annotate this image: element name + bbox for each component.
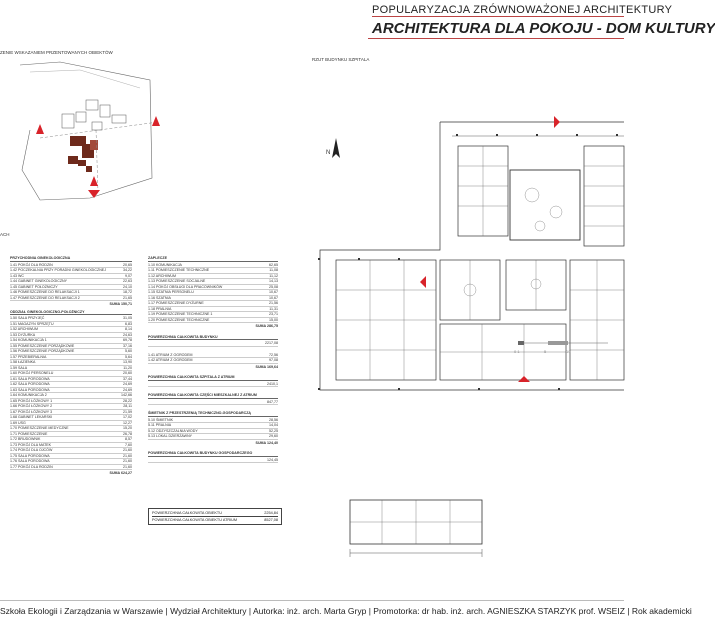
room-name: 1.61 SALA PORODOWA: [10, 376, 50, 381]
room-area: 5,60: [125, 349, 132, 353]
room-area: 24,63: [123, 332, 132, 337]
room-area: 25,08: [269, 284, 278, 289]
room-name: 1.75 SALA PORODOWA: [10, 453, 50, 458]
room-name: 1.60 POKÓJ PERSONELU: [10, 371, 54, 375]
room-name: 1.57 PRZEBIERALNIA: [10, 354, 47, 359]
room-name: 1.10 KOMUNIKACJA: [148, 262, 182, 267]
table-row: [148, 358, 278, 364]
site-plan-drawing: [0, 60, 170, 210]
header-rule-bottom: [368, 38, 624, 39]
room-area: 26,78: [123, 431, 132, 436]
room-name: 1.70 POMIESZCZENIE MEDYCZNE: [10, 426, 69, 430]
room-area: 21,60: [123, 448, 132, 452]
room-name: 1.15 SZATNIA PERSONELU: [148, 290, 194, 294]
table-row: [148, 382, 278, 388]
right-table-section: [148, 375, 278, 387]
room-name: 1.68 GABINET LEKARSKI: [10, 415, 53, 419]
section-title: POWIERZCHNIA CAŁKOWITA SZPITALA Z ATRIUM: [148, 375, 278, 381]
room-area: 37,16: [123, 343, 132, 348]
left-table-section1-title: PRZYCHODNIA GINEKOLOGICZNA: [10, 256, 132, 262]
room-name: 1.42 POCZEKALNIA PRZY PORADNI GINEKOLOGICZNEJ: [10, 268, 106, 272]
room-name: 1.18 PRALNIA: [148, 306, 172, 311]
total-row-2: [152, 517, 278, 523]
room-name: 1.51 MAGAZYN SPRZĘTU: [10, 321, 54, 326]
room-name: 1.13 POMIESZCZENIE SOCJALNE: [148, 279, 206, 283]
room-name: 1.46 POMIESZCZENIE DO RELAKSACJI 1: [10, 290, 80, 294]
table-row: [148, 341, 278, 347]
room-area: 24,69: [123, 382, 132, 386]
room-area: 29,60: [269, 434, 278, 438]
section-sum: SUMA 169,64: [255, 364, 278, 369]
table-row: [148, 318, 278, 324]
section-title: POWIERZCHNIA CAŁKOWITA BUDYNKU GOSPODARCZEGO: [148, 451, 278, 457]
room-area: 14,04: [269, 423, 278, 427]
left-cut-label: ACH: [0, 232, 10, 237]
room-area: 21,60: [123, 453, 132, 458]
totals-box: [148, 508, 282, 525]
room-area: 62,65: [269, 262, 278, 267]
room-area: 21,65: [123, 295, 132, 300]
right-table-section: [148, 411, 278, 445]
room-name: 1.62 SALA PORODOWA: [10, 382, 50, 386]
room-name: 1.44 GABINET GINEKOLOGICZNY: [10, 279, 68, 283]
left-table-section2-sum: SUMA 624,27: [109, 471, 132, 475]
table-row: [148, 434, 278, 440]
right-table-section: [148, 256, 278, 329]
header-title-line2: ARCHITEKTURA DLA POKOJU - DOM KULTURY: [372, 20, 715, 37]
left-table-section1-rows: [10, 263, 132, 302]
scale-tick-5: 5: [544, 349, 547, 354]
right-table-section: [148, 393, 278, 405]
room-area: 11,12: [269, 273, 278, 278]
table-row: [148, 400, 278, 406]
room-area: 11,31: [269, 306, 278, 311]
room-area: 142,66: [121, 393, 132, 397]
room-name: 1.65 POKÓJ ŁÓŻKOWY 1: [10, 398, 53, 403]
floor-plan-drawing: [300, 100, 624, 400]
room-area: 8,14: [125, 327, 132, 331]
room-name: 1.54 KOMUNIKACJA 1: [10, 338, 47, 342]
room-area: 5,64: [125, 354, 132, 359]
room-area: 7,60: [125, 442, 132, 447]
room-name: 1.58 ŁAZIENKA: [10, 360, 36, 364]
room-area: 124,45: [267, 457, 278, 462]
table-row: [10, 465, 132, 471]
table-row: [148, 458, 278, 464]
room-name: 1.41 ATRIUM Z OGRODEM: [148, 352, 193, 357]
room-name: 5.13 LOKAL DZIERŻAWNY: [148, 434, 193, 438]
room-area: 21,59: [123, 409, 132, 414]
room-name: 1.20 POMIESZCZENIE TECHNICZNE: [148, 317, 210, 322]
room-area: 72,56: [269, 352, 278, 357]
total-row-2-label: POWIERZCHNIA CAŁKOWITA OBIEKTU ATRIUM: [152, 518, 238, 522]
room-name: 1.47 POMIESZCZENIE DO RELAKSACJI 2: [10, 295, 80, 300]
room-area: 2217,08: [265, 341, 278, 345]
right-area-table: [148, 256, 278, 469]
left-table-section2-rows: [10, 316, 132, 470]
right-table-section: [148, 353, 278, 370]
room-area: 13,90: [123, 360, 132, 364]
room-name: 1.55 POMIESZCZENIE PORZĄDKOWE: [10, 343, 75, 348]
room-name: 1.50 SALA PRZYJĘĆ: [10, 316, 45, 320]
room-area: 37,44: [123, 376, 132, 381]
total-row-1-value: 2254,84: [264, 511, 278, 515]
room-name: 1.63 SALA PORODOWA: [10, 387, 50, 392]
left-table-section1-sum: SUMA 150,71: [109, 302, 132, 306]
room-name: 1.52 ARCHIWUM: [10, 327, 38, 331]
total-row-1-label: POWIERZCHNIA CAŁKOWITA OBIEKTU: [152, 511, 222, 515]
room-area: 24,69: [123, 387, 132, 392]
scale-tick-0: 0 1: [514, 349, 520, 354]
section-sum: SUMA 286,75: [255, 324, 278, 328]
room-area: 52,25: [269, 428, 278, 433]
room-name: 1.17 POMIESZCZENIE DYŻURNE: [148, 301, 204, 305]
outbuilding-dimension-line: [346, 548, 486, 558]
header-title-line1: POPULARYZACJA ZRÓWNOWAŻONEJ ARCHITEKTURY: [372, 4, 673, 16]
room-name: 1.73 POKÓJ DLA MATEK: [10, 442, 52, 447]
room-name: 1.56 POMIESZCZENIE PORZĄDKOWE: [10, 349, 75, 353]
room-name: 1.66 POKÓJ ŁÓŻKOWY 2: [10, 404, 53, 408]
right-table-sections: [148, 256, 278, 463]
room-area: 21,60: [123, 459, 132, 463]
room-area: 15,20: [123, 426, 132, 430]
room-area: 9,07: [125, 273, 132, 278]
room-area: 14,13: [269, 279, 278, 283]
room-name: 1.59 SALA: [10, 365, 28, 370]
scale-tick-10: 10: [566, 349, 571, 354]
room-name: 1.16 SZATNIA: [148, 295, 171, 300]
room-area: 69,78: [123, 338, 132, 342]
room-name: 1.14 POKÓJ OBSŁUGI DLA PRACOWNIKÓW: [148, 284, 223, 289]
room-name: 1.72 BRUDOWNIK: [10, 437, 41, 441]
section-sum: SUMA 124,40: [255, 440, 278, 445]
room-area: 10,67: [269, 295, 278, 300]
section-title: POWIERZCHNIA CAŁKOWITA BUDYNKU: [148, 335, 278, 341]
room-name: 1.64 KOMUNIKACJA 2: [10, 393, 47, 397]
section-title: ŚMIETNIK Z PRZESTRZENIĄ TECHNICZNO-GOSPODARCZĄ: [148, 411, 278, 417]
north-label: N: [326, 150, 331, 156]
room-name: 1.71 POMIESZCZENIE: [10, 431, 48, 436]
room-name: 1.53 DYŻURKA: [10, 332, 36, 337]
room-area: 28,22: [123, 398, 132, 403]
room-area: 34,22: [123, 268, 132, 272]
room-name: 1.45 GABINET POŁOŻNICZY: [10, 284, 58, 289]
room-area: 24,10: [123, 284, 132, 289]
footer-credits: Szkoła Ekologii i Zarządzania w Warszawie | Wydział Architektury | Autorka: inż. arch. Marta Gryp | Promotorka: dr hab. inż. arch. AGNIESZKA STARZYK prof. WSEIZ | Rok akademicki: [0, 606, 692, 616]
footer-rule: [0, 600, 624, 601]
right-table-section: [148, 335, 278, 347]
room-area: 31,05: [123, 316, 132, 320]
room-name: 1.11 POMIESZCZENIE TECHNICZNE: [148, 268, 210, 272]
room-area: 22,63: [123, 279, 132, 283]
total-row-2-value: 8527,08: [264, 518, 278, 522]
room-area: 20,60: [123, 371, 132, 375]
room-name: 5.11 PRALNIA: [148, 423, 172, 427]
room-name: 1.12 ARCHIWUM: [148, 273, 176, 278]
room-name: 1.67 POKÓJ ŁÓŻKOWY 3: [10, 409, 53, 414]
room-name: 1.69 USG: [10, 420, 26, 425]
section-title: ZAPLECZE: [148, 256, 278, 262]
room-area: 21,60: [123, 464, 132, 469]
room-area: 847,77: [267, 399, 278, 404]
room-area: 20,65: [123, 262, 132, 267]
room-area: 17,02: [123, 415, 132, 419]
room-area: 23,71: [269, 312, 278, 316]
room-area: 8,57: [125, 437, 132, 441]
room-name: 1.41 POKÓJ DLA RODZIN: [10, 262, 53, 267]
room-area: 2410,1: [267, 381, 278, 386]
room-area: 18,72: [123, 290, 132, 294]
room-area: 10,67: [269, 290, 278, 294]
table-row: [10, 296, 132, 302]
room-name: 1.19 POMIESZCZENIE TECHNICZNE 1: [148, 312, 213, 316]
room-name: 1.74 POKÓJ DLA OJCÓW: [10, 448, 53, 452]
room-name: 5.10 ŚMIETNIK: [148, 417, 173, 422]
right-table-section: [148, 451, 278, 463]
section-title: POWIERZCHNIA CAŁKOWITA CZĘŚCI MIESZKALNEJ Z ATRIUM: [148, 393, 278, 399]
room-area: 15,00: [269, 317, 278, 322]
room-area: 6,83: [125, 321, 132, 326]
header-rule-top: [372, 16, 624, 17]
site-plan-label: ZENIE WSKAZANIEM PRZENTOWANYCH OBIEKTÓW: [0, 50, 113, 55]
room-name: 1.76 SALA PORODOWA: [10, 459, 50, 463]
room-name: 1.77 POKÓJ DLA RODZIN: [10, 464, 53, 469]
room-area: 21,56: [269, 301, 278, 305]
room-area: 28,56: [269, 417, 278, 422]
room-area: 11,08: [269, 268, 278, 272]
left-table-section2-title: ODDZIAŁ GINEKOLOGICZNO-POŁOŻNICZY: [10, 310, 132, 316]
room-area: 12,27: [123, 420, 132, 425]
room-name: 5.12 ODZYSZCZALNIA WODY: [148, 428, 198, 433]
left-area-table: [10, 256, 132, 476]
room-name: 1.42 ATRIUM Z OGRODEM: [148, 358, 193, 362]
room-area: 11,20: [123, 365, 132, 370]
room-area: 97,08: [269, 358, 278, 362]
floor-plan-label: RZUT BUDYNKU SZPITALA: [312, 57, 370, 62]
total-row-1: [152, 510, 278, 517]
room-area: 28,11: [123, 404, 132, 408]
room-name: 1.43 WC: [10, 273, 24, 278]
outbuilding-plan-drawing: [346, 496, 486, 548]
